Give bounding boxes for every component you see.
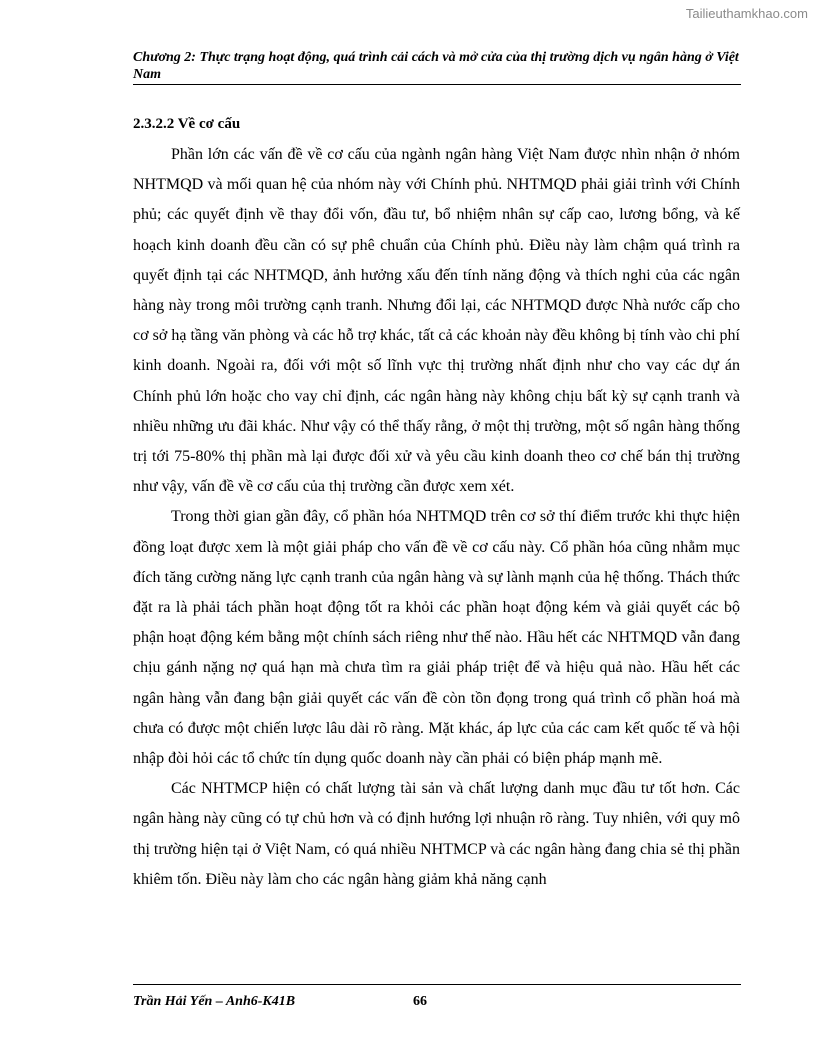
paragraph-1: Phần lớn các vấn đề về cơ cấu của ngành ngân hàng Việt Nam được nhìn nhận ở nhóm NHTMQD và mối quan hệ của nhóm này với Chính phủ. NHTMQD phải giải trình với Chính phủ; các quyết định về thay đổi vốn, đầu tư, bổ nhiệm nhân sự cấp cao, lương bổng, và kế hoạch kinh doanh đều cần có sự phê chuẩn của Chính phủ. Điều này làm chậm quá trình ra quyết định tại các NHTMQD, ảnh hưởng xấu đến tính năng động và thích nghi của các ngân hàng này trong môi trường cạnh tranh. Nhưng đổi lại, các NHTMQD được Nhà nước cấp cho cơ sở hạ tầng văn phòng và các hỗ trợ khác, tất cả các khoản này đều không bị tính vào chi phí kinh doanh. Ngoài ra, đối với một số lĩnh vực thị trường nhất định như cho vay các dự án Chính phủ lớn hoặc cho vay chỉ định, các ngân hàng này không chịu bất kỳ sự cạnh tranh và nhiều những ưu đãi khác. Như vậy có thể thấy rằng, ở một thị trường, một số ngân hàng thống trị tới 75-80% thị phần mà lại được đối xử và yêu cầu kinh doanh theo cơ chế bán thị trường như vậy, vấn đề về cơ cấu của thị trường cần được xem xét.	[133, 146, 740, 496]
page-header	[133, 49, 741, 85]
paragraph-3: Các NHTMCP hiện có chất lượng tài sản và chất lượng danh mục đầu tư tốt hơn. Các ngân hàng này cũng có tự chủ hơn và có định hướng lợi nhuận rõ ràng. Tuy nhiên, với quy mô thị trường hiện tại ở Việt Nam, có quá nhiều NHTMCP và các ngân hàng đang chia sẻ thị phần khiêm tốn. Điều này làm cho các ngân hàng giảm khả năng cạnh	[133, 780, 740, 888]
page-number: 66	[413, 994, 427, 1009]
page-footer	[133, 984, 741, 1011]
section-heading: 2.3.2.2 Về cơ cấu	[133, 116, 241, 132]
chapter-title: Chương 2: Thực trạng hoạt động, quá trình cải cách và mở cửa của thị trường dịch vụ ngân hàng ở Việt Nam	[133, 50, 739, 82]
watermark: Tailieuthamkhao.com	[685, 6, 808, 21]
document-body	[133, 114, 740, 895]
paragraph-2: Trong thời gian gần đây, cổ phần hóa NHTMQD trên cơ sở thí điểm trước khi thực hiện đồng loạt được xem là một giải pháp cho vấn đề về cơ cấu này. Cổ phần hóa cũng nhằm mục đích tăng cường năng lực cạnh tranh của ngân hàng và sự lành mạnh của hệ thống. Thách thức đặt ra là phải tách phần hoạt động tốt ra khỏi các phần hoạt động kém và giải quyết các bộ phận hoạt động kém bằng một chính sách riêng như thế nào. Hầu hết các NHTMQD vẫn đang chịu gánh nặng nợ quá hạn mà chưa tìm ra giải pháp triệt để và hiệu quả nào. Hầu hết các ngân hàng vẫn đang bận giải quyết các vấn đề còn tồn đọng trong quá trình cổ phần hoá mà chưa có được một chiến lược lâu dài rõ ràng. Mặt khác, áp lực của các cam kết quốc tế và hội nhập đòi hỏi các tổ chức tín dụng quốc doanh này cần phải có biện pháp mạnh mẽ.	[133, 508, 740, 768]
footer-author: Trần Hải Yến – Anh6-K41B	[133, 994, 296, 1009]
